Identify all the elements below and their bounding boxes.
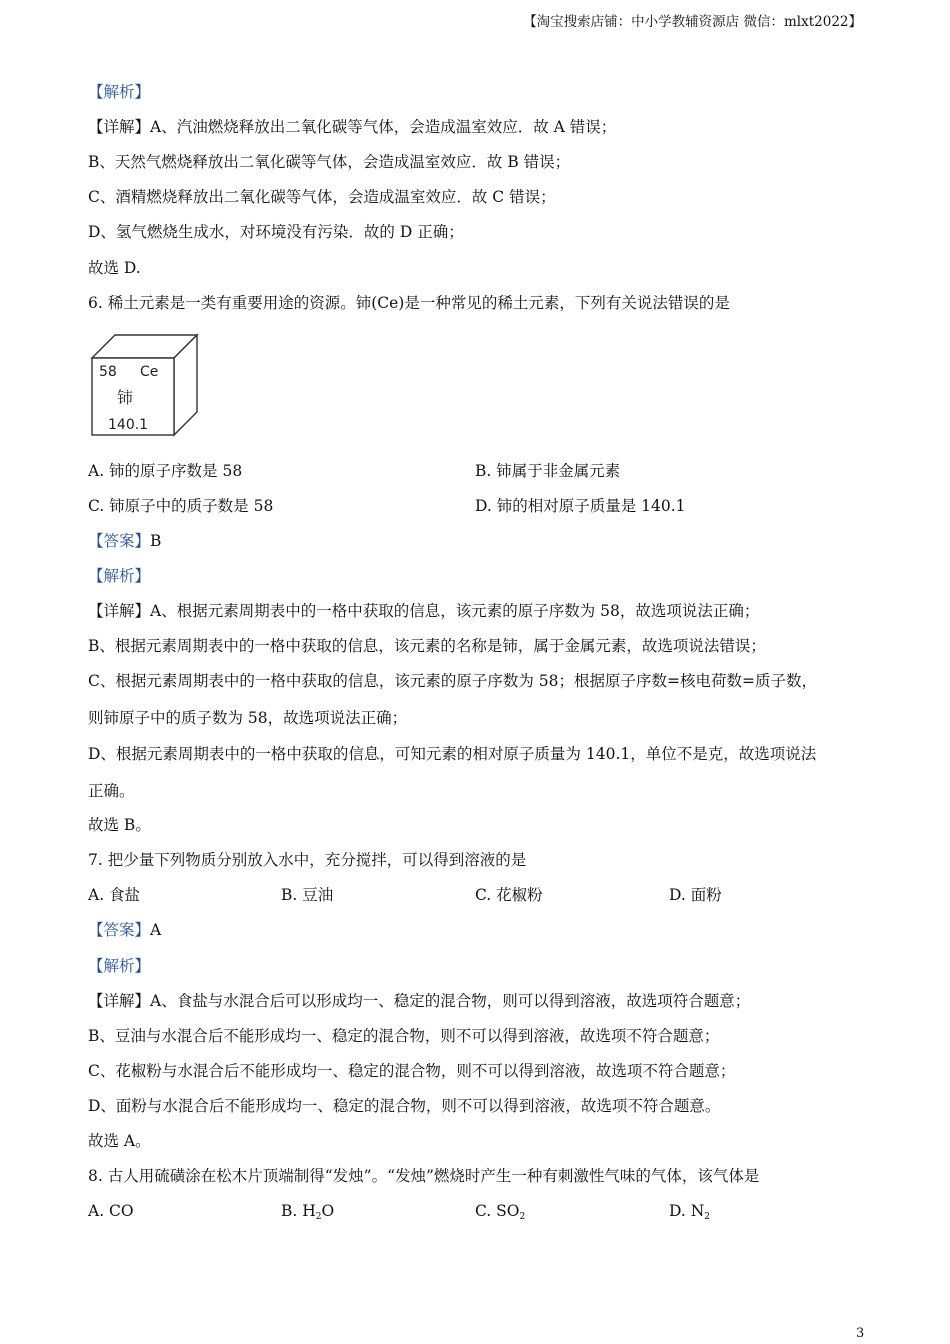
q7-detail-a: 【详解】A、食盐与水混合后可以形成均一、稳定的混合物，则可以得到溶液，故选项符合题意； [88,992,751,1010]
q7-option-a: A. 食盐 [88,886,141,904]
q5-conclusion: 故选 D. [88,259,141,277]
q5-detail-b: B、天然气燃烧释放出二氧化碳等气体，会造成温室效应．故 B 错误； [88,153,571,171]
q8-option-b-suffix: O [321,1202,335,1220]
q8-stem: 8. 古人用硫磺涂在松木片顶端制得“发烛”。“发烛”燃烧时产生一种有刺激性气味的气体，该气体是 [88,1167,760,1185]
q8-option-b-prefix: B. H [281,1202,316,1220]
q6-analysis-label: 【解析】 [88,567,151,585]
q5-detail-d: D、氢气燃烧生成水，对环境没有污染．故的 D 正确； [88,223,464,241]
q7-detail-c: C、花椒粉与水混合后不能形成均一、稳定的混合物，则不可以得到溶液，故选项不符合题意； [88,1062,736,1080]
q8-option-b-subscript: 2 [315,1212,322,1222]
q6-conclusion: 故选 B。 [88,816,151,834]
q7-answer-value: A [150,921,162,939]
page-header: 【淘宝搜索店铺：中小学教辅资源店 微信：mlxt2022】 [523,14,862,30]
q6-option-a: A. 铈的原子序数是 58 [88,462,243,480]
q5-detail-a: 【详解】A、汽油燃烧释放出二氧化碳等气体，会造成温室效应．故 A 错误； [88,118,617,136]
q5-analysis-label: 【解析】 [88,83,151,101]
q7-stem: 7. 把少量下列物质分别放入水中，充分搅拌，可以得到溶液的是 [88,851,527,869]
q7-option-c: C. 花椒粉 [475,886,543,904]
q8-option-d-subscript: 2 [704,1212,711,1222]
q6-detail-c-cont: 则铈原子中的质子数为 58，故选项说法正确； [88,709,408,727]
q8-option-b [281,1201,334,1227]
q6-detail-c: C、根据元素周期表中的一格中获取的信息，该元素的原子序数为 58；根据原子序数=核电荷数=质子数， [88,672,817,690]
q6-option-b: B. 铈属于非金属元素 [475,462,621,480]
q7-conclusion: 故选 A。 [88,1132,151,1150]
q8-option-a: A. CO [88,1202,134,1220]
element-atomic-mass: 140.1 [108,417,149,433]
q6-option-d: D. 铈的相对原子质量是 140.1 [475,497,686,515]
element-atomic-number: 58 [99,364,117,380]
q8-option-c [475,1201,525,1227]
q7-answer [88,920,161,940]
cerium-element-cell [89,333,201,439]
q8-option-c-subscript: 2 [519,1212,526,1222]
q7-detail-b: B、豆油与水混合后不能形成均一、稳定的混合物，则不可以得到溶液，故选项不符合题意； [88,1027,720,1045]
q6-option-c: C. 铈原子中的质子数是 58 [88,497,274,515]
q7-detail-d: D、面粉与水混合后不能形成均一、稳定的混合物，则不可以得到溶液，故选项不符合题意。 [88,1097,721,1115]
q7-option-b: B. 豆油 [281,886,334,904]
q5-detail-c: C、酒精燃烧释放出二氧化碳等气体，会造成温室效应．故 C 错误； [88,188,556,206]
q7-answer-label: 【答案】 [88,921,151,939]
q6-detail-d-cont: 正确。 [88,782,135,800]
q6-answer-label: 【答案】 [88,532,151,550]
page-number: 3 [856,1326,865,1341]
q8-option-d-prefix: D. N [669,1202,705,1220]
element-symbol: Ce [140,364,159,380]
q8-option-c-prefix: C. SO [475,1202,520,1220]
q6-answer [88,531,161,551]
q7-analysis-label: 【解析】 [88,957,151,975]
q6-answer-value: B [150,532,162,550]
q6-stem: 6. 稀土元素是一类有重要用途的资源。铈(Ce)是一种常见的稀土元素，下列有关说法错误的是 [88,294,730,312]
element-name: 铈 [117,388,134,407]
q7-option-d: D. 面粉 [669,886,722,904]
q6-detail-a: 【详解】A、根据元素周期表中的一格中获取的信息，该元素的原子序数为 58，故选项说法正确； [88,602,760,620]
q6-detail-d: D、根据元素周期表中的一格中获取的信息，可知元素的相对原子质量为 140.1，单位不是克，故选项说法 [88,745,817,763]
q6-detail-b: B、根据元素周期表中的一格中获取的信息，该元素的名称是铈，属于金属元素，故选项说法错误； [88,637,766,655]
q8-option-d [669,1201,710,1227]
